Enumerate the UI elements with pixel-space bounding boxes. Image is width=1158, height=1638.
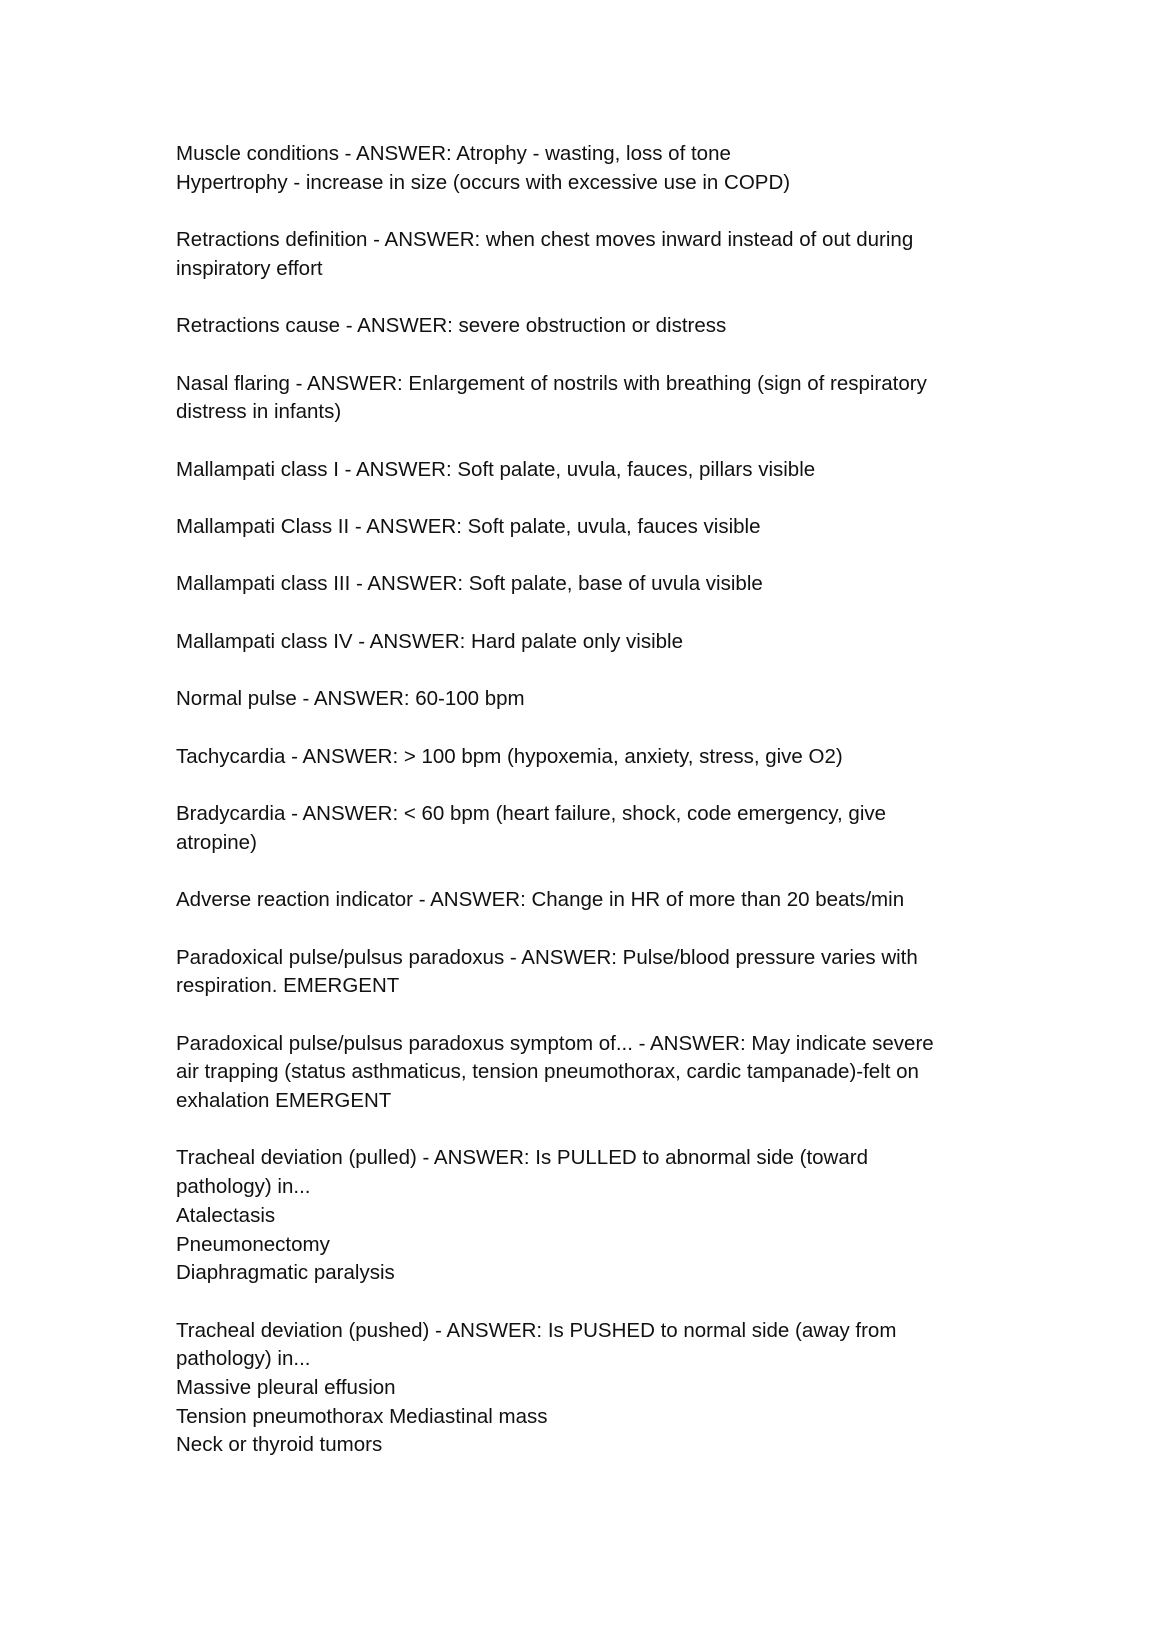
entry-line: Neck or thyroid tumors bbox=[176, 1433, 383, 1457]
entry-line: Diaphragmatic paralysis bbox=[176, 1261, 395, 1285]
entry-retractions-definition bbox=[176, 226, 996, 283]
entry-line: distress in infants) bbox=[176, 400, 342, 424]
entry-line: Normal pulse - ANSWER: 60-100 bpm bbox=[176, 687, 525, 711]
entry-normal-pulse bbox=[176, 685, 996, 714]
entry-line: Nasal flaring - ANSWER: Enlargement of nostrils with breathing (sign of respiratory bbox=[176, 371, 927, 395]
entry-line: Paradoxical pulse/pulsus paradoxus symptom of... - ANSWER: May indicate severe bbox=[176, 1031, 934, 1055]
document-body bbox=[176, 140, 996, 1489]
entry-line: Mallampati class III - ANSWER: Soft palate, base of uvula visible bbox=[176, 572, 763, 596]
entry-line: Retractions cause - ANSWER: severe obstruction or distress bbox=[176, 314, 727, 338]
entry-paradoxical-pulse-symptom bbox=[176, 1030, 996, 1116]
entry-line: pathology) in... bbox=[176, 1347, 311, 1371]
entry-line: Tracheal deviation (pulled) - ANSWER: Is PULLED to abnormal side (toward bbox=[176, 1146, 868, 1170]
entry-nasal-flaring bbox=[176, 370, 996, 427]
entry-mallampati-class-4 bbox=[176, 628, 996, 657]
entry-line: Retractions definition - ANSWER: when chest moves inward instead of out during bbox=[176, 228, 914, 252]
entry-line: Paradoxical pulse/pulsus paradoxus - ANSWER: Pulse/blood pressure varies with bbox=[176, 945, 918, 969]
entry-line: pathology) in... bbox=[176, 1175, 311, 1199]
entry-line: Pneumonectomy bbox=[176, 1232, 330, 1256]
entry-bradycardia bbox=[176, 800, 996, 857]
entry-line: Tracheal deviation (pushed) - ANSWER: Is PUSHED to normal side (away from bbox=[176, 1318, 897, 1342]
entry-paradoxical-pulse bbox=[176, 944, 996, 1001]
entry-tachycardia bbox=[176, 743, 996, 772]
entry-line: atropine) bbox=[176, 830, 257, 854]
entry-muscle-conditions bbox=[176, 140, 996, 197]
entry-line: Muscle conditions - ANSWER: Atrophy - wasting, loss of tone bbox=[176, 142, 731, 165]
entry-mallampati-class-2 bbox=[176, 513, 996, 542]
entry-line: Bradycardia - ANSWER: < 60 bpm (heart failure, shock, code emergency, give bbox=[176, 802, 887, 826]
entry-adverse-reaction-indicator bbox=[176, 886, 996, 915]
entry-mallampati-class-3 bbox=[176, 570, 996, 599]
entry-line: Tachycardia - ANSWER: > 100 bpm (hypoxemia, anxiety, stress, give O2) bbox=[176, 744, 843, 768]
entry-mallampati-class-1 bbox=[176, 456, 996, 485]
entry-line: Mallampati Class II - ANSWER: Soft palate, uvula, fauces visible bbox=[176, 515, 761, 539]
entry-line: Massive pleural effusion bbox=[176, 1376, 396, 1399]
entry-line: inspiratory effort bbox=[176, 256, 323, 280]
entry-tracheal-deviation-pushed bbox=[176, 1317, 996, 1461]
entry-line: Mallampati class I - ANSWER: Soft palate, uvula, fauces, pillars visible bbox=[176, 457, 816, 481]
entry-line: Mallampati class IV - ANSWER: Hard palate only visible bbox=[176, 629, 683, 653]
entry-line: air trapping (status asthmaticus, tension pneumothorax, cardic tampanade)-felt on bbox=[176, 1060, 919, 1084]
entry-tracheal-deviation-pulled bbox=[176, 1144, 996, 1288]
entry-line: Hypertrophy - increase in size (occurs with excessive use in COPD) bbox=[176, 170, 791, 194]
entry-retractions-cause bbox=[176, 312, 996, 341]
entry-line: Tension pneumothorax Mediastinal mass bbox=[176, 1404, 548, 1428]
entry-line: Adverse reaction indicator - ANSWER: Change in HR of more than 20 beats/min bbox=[176, 888, 905, 912]
entry-line: Atalectasis bbox=[176, 1203, 276, 1227]
entry-line: exhalation EMERGENT bbox=[176, 1089, 392, 1112]
entry-line: respiration. EMERGENT bbox=[176, 974, 400, 998]
